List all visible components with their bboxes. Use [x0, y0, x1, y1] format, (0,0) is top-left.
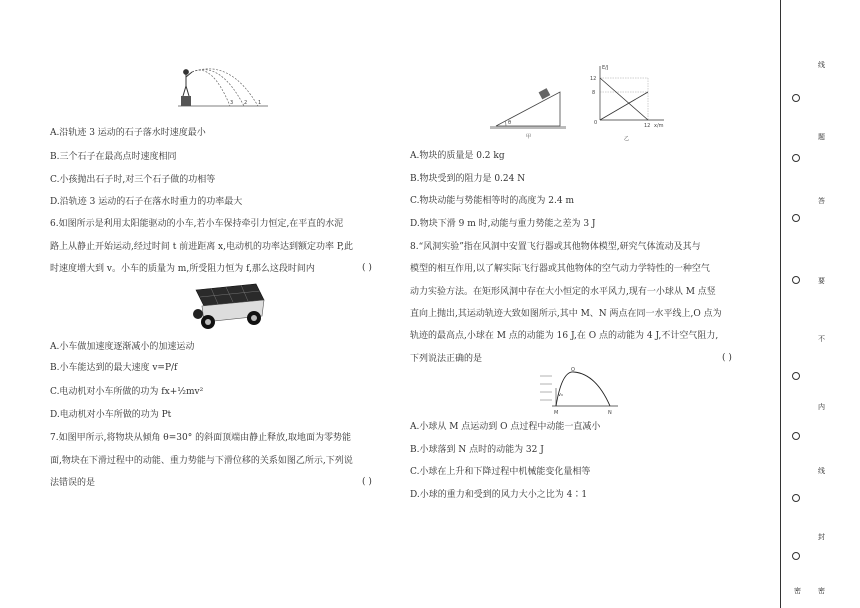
q8-stem-line-2: 模型的相互作用,以了解实际飞行器或其他物体的空气动力学特性的一种空气	[410, 264, 710, 274]
point-n-label: N	[608, 410, 612, 416]
q8-option-c: C.小球在上升和下降过程中机械能变化量相等	[410, 467, 591, 477]
q6-option-a: A.小车做加速度逐渐减小的加速运动	[50, 342, 195, 352]
q8-stem-line-3: 动力实验方法。在矩形风洞中存在大小恒定的水平风力,现有一小球从 M 点竖	[410, 287, 716, 297]
solar-car-figure	[186, 280, 270, 332]
margin-char-8: 封	[818, 533, 825, 541]
q6-stem-line-2: 路上从静止开始运动,经过时间 t 前进距离 x,电动机的功率达到额定功率 P,此	[50, 242, 353, 252]
graph-y-tick-8: 8	[592, 90, 596, 96]
margin-bottom-char-1: 密	[794, 587, 801, 595]
energy-graph-yi	[588, 64, 670, 144]
q6-option-c: C.电动机对小车所做的功为 fx+½mv²	[50, 387, 204, 397]
q7-option-c: C.物块动能与势能相等时的高度为 2.4 m	[410, 196, 574, 206]
q8-stem-line-1: 8.“风洞实验”指在风洞中安置飞行器或其他物体模型,研究气体流动及其与	[410, 242, 701, 252]
margin-char-1: 线	[818, 61, 825, 69]
q7-option-b: B.物块受到的阻力是 0.24 N	[410, 174, 526, 184]
margin-circle	[792, 552, 800, 560]
q6-option-b: B.小车能达到的最大速度 v=P/f	[50, 363, 178, 373]
margin-circle	[792, 94, 800, 102]
margin-char-4: 要	[818, 277, 825, 285]
stone-throw-figure	[178, 64, 274, 110]
margin-circle	[792, 214, 800, 222]
graph-x-tick-12: 12	[644, 123, 651, 129]
graph-y-axis-label: E/J	[602, 65, 609, 71]
margin-char-7: 线	[818, 467, 825, 475]
q6-option-d: D.电动机对小车所做的功为 Pt	[50, 410, 172, 420]
q6-stem-line-1: 6.如图所示是利用太阳能驱动的小车,若小车保持牵引力恒定,在平直的水泥	[50, 219, 344, 229]
q8-option-b: B.小球落到 N 点时的动能为 32 J	[410, 445, 544, 455]
margin-circle	[792, 276, 800, 284]
graph-x-axis-label: x/m	[654, 123, 664, 129]
q8-option-a: A.小球从 M 点运动到 O 点过程中动能一直减小	[410, 422, 601, 432]
graph-origin-label: 0	[594, 120, 598, 126]
q8-stem-line-6: 下列说法正确的是	[410, 354, 483, 364]
figure-yi-caption: 乙	[624, 136, 630, 142]
q5-option-c: C.小孩抛出石子时,对三个石子做的功相等	[50, 175, 216, 185]
binding-margin-rule	[780, 0, 781, 608]
margin-char-3: 答	[818, 197, 825, 205]
margin-circle	[792, 372, 800, 380]
q8-stem-line-4: 直向上抛出,其运动轨迹大致如图所示,其中 M、N 两点在同一水平线上,O 点为	[410, 309, 722, 319]
stone-path-label-1: 1	[258, 100, 262, 106]
point-o-label: O	[571, 367, 575, 373]
margin-circle	[792, 154, 800, 162]
incline-angle-label: θ	[508, 120, 512, 126]
margin-char-5: 不	[818, 335, 825, 343]
q5-option-b: B.三个石子在最高点时速度相同	[50, 152, 177, 162]
stone-path-label-3: 3	[230, 100, 234, 106]
margin-circle	[792, 494, 800, 502]
q7-stem-line-3: 法错误的是	[50, 478, 96, 488]
margin-circle	[792, 432, 800, 440]
q7-stem-line-2: 面,物块在下滑过程中的动能、重力势能与下滑位移的关系如图乙所示,下列说	[50, 456, 353, 466]
incline-figure-jia	[488, 82, 570, 140]
q7-answer-paren: ( )	[362, 477, 372, 487]
q8-option-d: D.小球的重力和受到的风力大小之比为 4∶1	[410, 490, 588, 500]
point-m-label: M	[554, 410, 559, 416]
figure-jia-caption: 甲	[526, 134, 532, 140]
q7-stem-line-1: 7.如图甲所示,将物块从倾角 θ=30° 的斜面顶端由静止释放,取地面为零势能	[50, 433, 351, 443]
stone-path-label-2: 2	[244, 100, 248, 106]
margin-char-2: 题	[818, 133, 825, 141]
q6-stem-line-3: 时速度增大到 v。小车的质量为 m,所受阻力恒为 f,那么这段时间内	[50, 264, 315, 274]
initial-velocity-label: v₀	[558, 392, 563, 398]
q6-answer-paren: ( )	[362, 263, 372, 273]
q8-stem-line-5: 轨迹的最高点,小球在 M 点的动能为 16 J,在 O 点的动能为 4 J,不计空气阻力,	[410, 331, 719, 341]
wind-tunnel-figure	[538, 366, 624, 418]
graph-y-tick-12: 12	[590, 76, 597, 82]
q7-option-d: D.物块下滑 9 m 时,动能与重力势能之差为 3 J	[410, 219, 596, 229]
margin-bottom-char-2: 密	[818, 587, 825, 595]
q5-option-a: A.沿轨迹 3 运动的石子落水时速度最小	[50, 128, 206, 138]
q8-answer-paren: ( )	[722, 353, 732, 363]
q5-option-d: D.沿轨迹 3 运动的石子在落水时重力的功率最大	[50, 197, 243, 207]
q7-option-a: A.物块的质量是 0.2 kg	[410, 151, 505, 161]
margin-char-6: 内	[818, 403, 825, 411]
